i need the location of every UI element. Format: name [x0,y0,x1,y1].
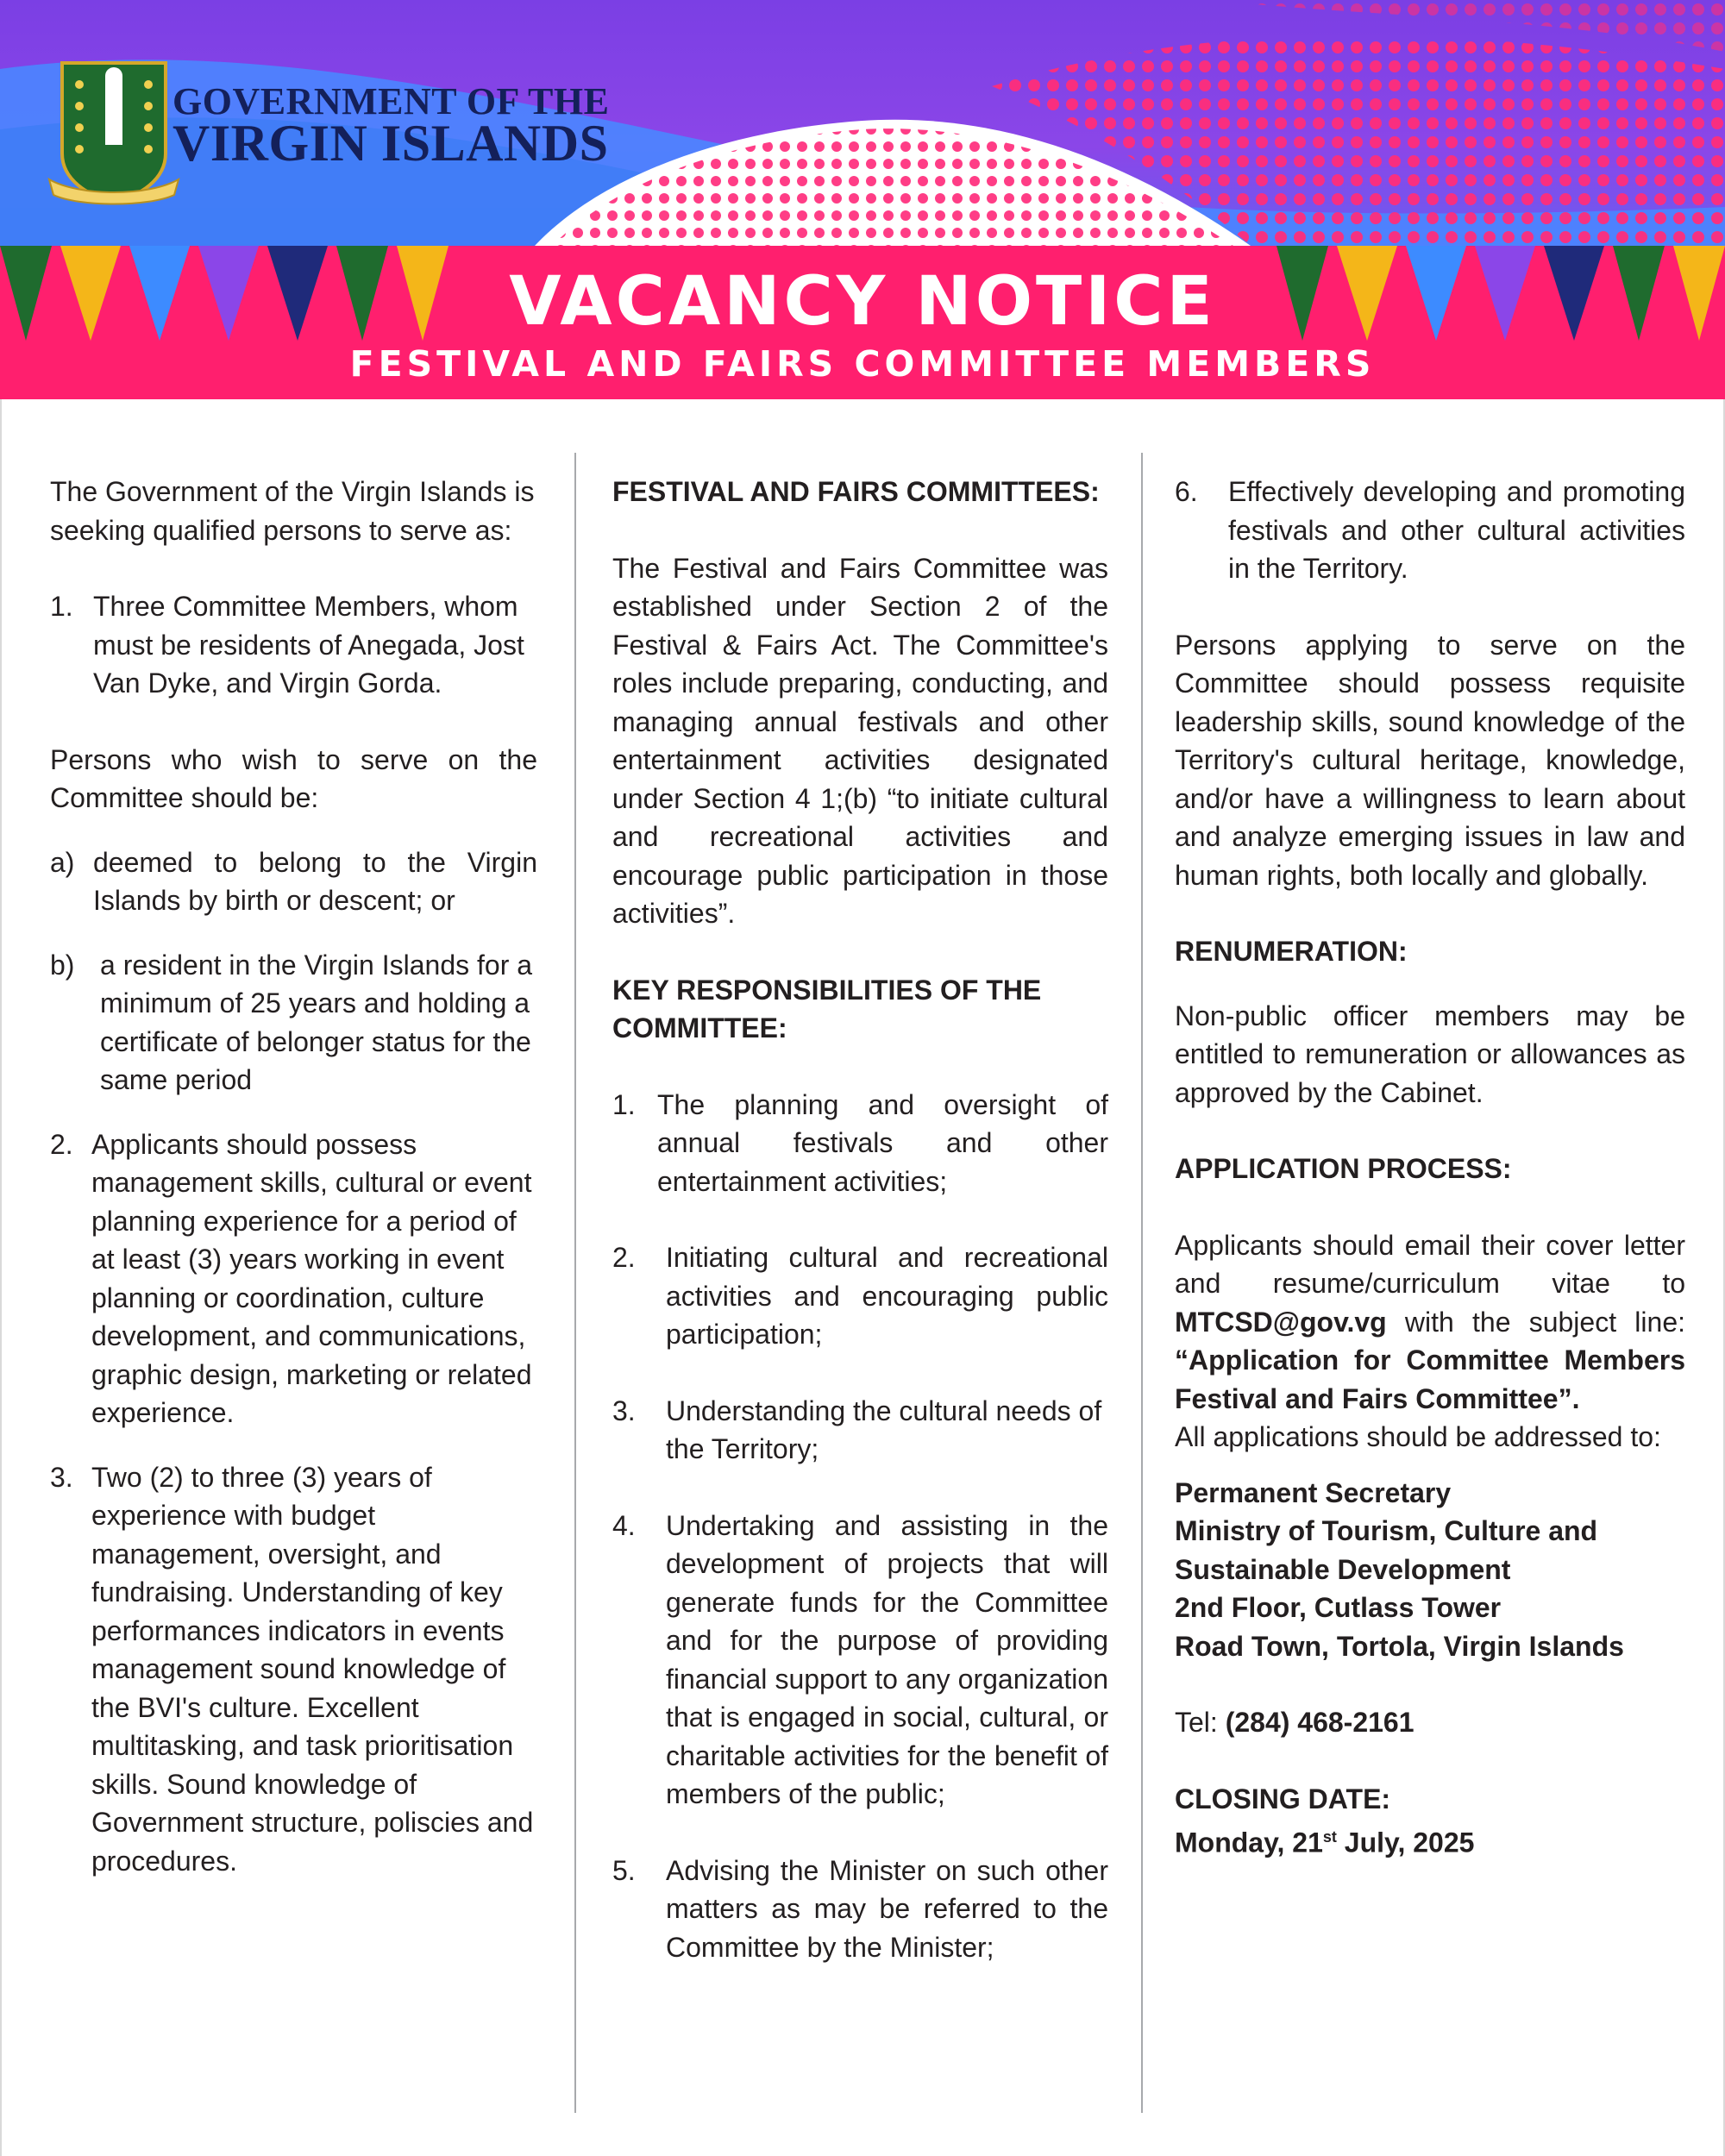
list-number: 2. [612,1242,636,1273]
section-heading: RENUMERATION: [1175,936,1408,967]
address-line: Road Town, Tortola, Virgin Islands [1175,1630,1624,1662]
list-number: 3. [612,1395,636,1426]
section-heading: FESTIVAL AND FAIRS COMMITTEES: [612,476,1100,507]
tel-label: Tel: [1175,1707,1218,1738]
list-item [1175,473,1685,588]
closing-date [1175,1818,1685,1862]
list-letter: b) [50,949,75,981]
persons-text: Persons who wish to serve on the Committee should be: [50,743,537,813]
closing-date-suffix: st [1322,1828,1337,1846]
closing-date-day: Monday, 21 [1175,1827,1323,1858]
coat-of-arms-logo [45,59,183,205]
section-heading: KEY RESPONSIBILITIES OF THE COMMITTEE: [612,974,1042,1044]
application-instructions: Applicants should email their cover letter and resume/curriculum vitae to [1175,1229,1685,1299]
column-divider [574,453,576,2113]
list-number: 1. [612,1088,636,1120]
list-item [612,1392,1108,1469]
subject-line-intro: with the subject line: [1404,1306,1686,1338]
list-text: a resident in the Virgin Islands for a minimum of 25 years and holding a certificate of belonger status for the same period [100,949,533,1095]
tel-number: (284) 468-2161 [1225,1707,1414,1738]
list-number: 6. [1175,476,1198,507]
list-text: Undertaking and assisting in the development of projects that will generate funds for the Committee and for the purpose of providing financial support to any organization that is engaged in social, cultural, or charitable activities for the benefit of members of the public; [666,1509,1108,1809]
closing-date-rest: July, 2025 [1344,1827,1475,1858]
address-line: Permanent Secretary [1175,1476,1452,1508]
list-text: Two (2) to three (3) years of experience with budget management, oversight, and fundraising. Understanding of key performances indicators in events management sound knowledge of the BVI's culture. Excellent multitasking, and task prioritisation skills. Sound knowledge of Government structure, poliscies and procedures. [91,1461,534,1877]
subject-line: “Application for Committee Members Festival and Fairs Committee”. [1175,1344,1685,1414]
column-1 [50,473,537,1880]
telephone [1175,1703,1685,1742]
address-line: Sustainable Development [1175,1553,1511,1585]
list-letter: a) [50,846,75,878]
list-text: The planning and oversight of annual festivals and other entertainment activities; [657,1088,1108,1197]
section-heading: APPLICATION PROCESS: [1175,1153,1512,1184]
list-item [612,1852,1108,1967]
list-text: Advising the Minister on such other matters as may be referred to the Committee by the Minister; [666,1854,1108,1963]
list-number: 5. [612,1854,636,1886]
list-number: 4. [612,1509,636,1541]
persons-requirements: Persons applying to serve on the Committee should possess requisite leadership skills, sound knowledge of the Territory's cultural heritage, knowledge, and/or have a willingness to learn about and analyze emerging issues in law and human rights, both locally and globally. [1175,629,1685,891]
address-line: 2nd Floor, Cutlass Tower [1175,1592,1502,1623]
section-heading: CLOSING DATE: [1175,1783,1391,1814]
list-text: deemed to belong to the Virgin Islands by birth or descent; or [93,846,537,916]
list-item [612,1238,1108,1354]
page-edge [0,399,2,2156]
list-item [50,843,537,920]
list-item [612,1507,1108,1814]
email-link[interactable]: MTCSD@gov.vg [1175,1306,1387,1338]
column-3 [1175,473,1685,1862]
list-number: 2. [50,1128,73,1160]
page-title: VACANCY NOTICE [509,263,1216,341]
list-text: Initiating cultural and recreational activities and encouraging public participation; [666,1242,1108,1350]
list-text: Effectively developing and promoting festivals and other cultural activities in the Territory. [1228,476,1685,584]
remuneration-text: Non-public officer members may be entitled to remuneration or allowances as approved by the Cabinet. [1175,1000,1685,1108]
address-intro: All applications should be addressed to: [1175,1421,1661,1452]
list-item [50,1125,537,1432]
government-title-line1: GOVERNMENT OF THE [172,80,610,122]
header-banner [0,0,1725,246]
list-item [50,587,537,703]
column-2 [612,473,1108,1966]
list-number: 3. [50,1461,73,1493]
list-item [50,1458,537,1881]
column-divider [1141,453,1143,2113]
list-item [612,1086,1108,1201]
list-number: 1. [50,591,73,622]
page-subtitle: FESTIVAL AND FAIRS COMMITTEE MEMBERS [349,343,1376,385]
intro-text: The Government of the Virgin Islands is seeking qualified persons to serve as: [50,476,535,546]
list-item [50,946,537,1100]
application-text [1175,1226,1685,1419]
government-title-line2: VIRGIN ISLANDS [172,115,609,172]
address-line: Ministry of Tourism, Culture and [1175,1515,1598,1546]
list-text: Understanding the cultural needs of the Territory; [666,1395,1102,1464]
list-text: Applicants should possess management skills, cultural or event planning experience for a period of at least (3) years working in event planning or coordination, culture development, and communications, graphic design, marketing or related experience. [91,1128,532,1428]
committee-description: The Festival and Fairs Committee was established under Section 2 of the Festival & Fairs Act. The Committee's roles include preparing, conducting, and managing annual festivals and other entertainment activities designated under Section 4 1;(b) “to initiate cultural and recreational activities and encourage public participation in those activities”. [612,552,1108,929]
list-text: Three Committee Members, whom must be residents of Anegada, Jost Van Dyke, and Virgin Gorda. [93,591,524,699]
